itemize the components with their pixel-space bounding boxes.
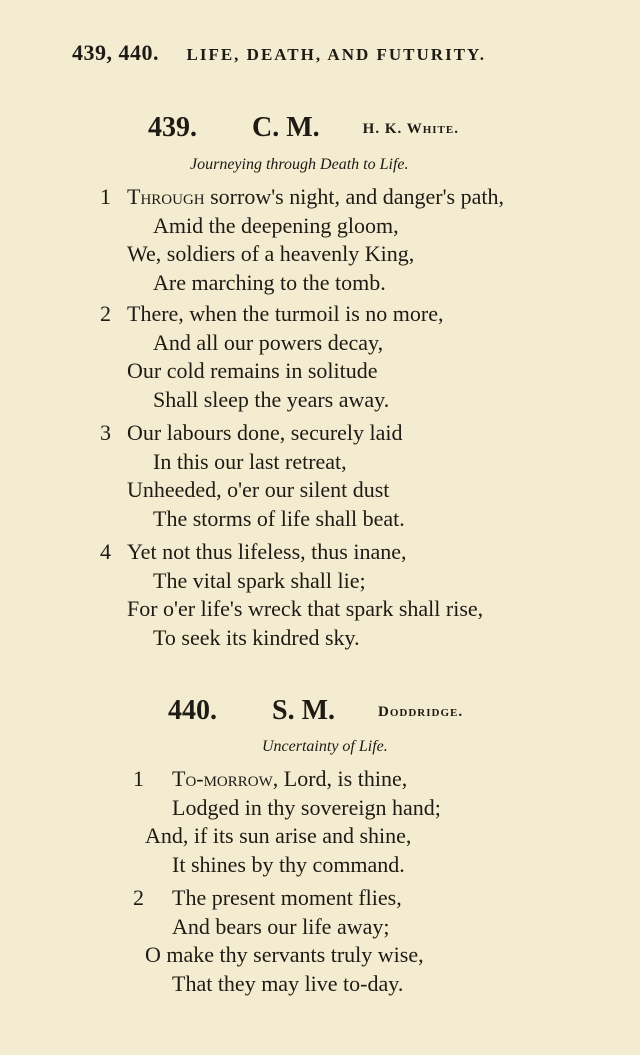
hymn-author: Doddridge. <box>378 704 464 720</box>
page-numbers: 439, 440. <box>72 40 159 65</box>
hymn-subtitle-439: Journeying through Death to Life. <box>190 156 409 173</box>
verse-line: There, when the turmoil is no more, <box>127 301 444 326</box>
verse-line: In this our last retreat, <box>153 448 347 474</box>
stanza-440-1 <box>0 765 640 879</box>
verse-line: O make thy servants truly wise, <box>145 942 424 967</box>
verse-line: Through sorrow's night, and danger's path, <box>127 184 504 209</box>
stanza-439-4 <box>0 538 640 652</box>
hymn-meter: C. M. <box>252 112 320 143</box>
hymn-number: 439. <box>148 112 197 143</box>
verse-line: To-morrow, Lord, is thine, <box>172 766 408 791</box>
verse-line: The present moment flies, <box>172 885 402 910</box>
verse-line: And bears our life away; <box>172 913 390 939</box>
hymn-heading-440 <box>168 695 463 727</box>
verse-line: Our cold remains in solitude <box>127 358 378 383</box>
verse-line: Lodged in thy sovereign hand; <box>172 794 441 820</box>
verse-line: The vital spark shall lie; <box>153 567 366 593</box>
verse-line: For o'er life's wreck that spark shall rise, <box>127 596 484 621</box>
hymn-meter: S. M. <box>272 695 335 726</box>
verse-line: Shall sleep the years away. <box>153 386 390 412</box>
stanza-440-2 <box>0 884 640 998</box>
stanza-number: 1 <box>133 766 144 791</box>
running-head <box>72 40 512 66</box>
verse-line: Amid the deepening gloom, <box>153 212 399 238</box>
verse-line: Are marching to the tomb. <box>153 269 386 295</box>
hymn-subtitle-440: Uncertainty of Life. <box>262 738 388 755</box>
stanza-number: 2 <box>100 301 111 326</box>
hymn-number: 440. <box>168 695 217 726</box>
stanza-number: 3 <box>100 420 111 445</box>
stanza-number: 4 <box>100 539 111 564</box>
stanza-439-1 <box>0 183 640 297</box>
verse-line: Unheeded, o'er our silent dust <box>127 477 390 502</box>
verse-line: And all our powers decay, <box>153 329 384 355</box>
stanza-439-3 <box>0 419 640 533</box>
verse-line: We, soldiers of a heavenly King, <box>127 241 415 266</box>
verse-line: That they may live to-day. <box>172 970 404 996</box>
verse-line: The storms of life shall beat. <box>153 505 405 531</box>
verse-line: Yet not thus lifeless, thus inane, <box>127 539 407 564</box>
hymn-heading-439 <box>148 112 459 144</box>
verse-line: To seek its kindred sky. <box>153 624 360 650</box>
verse-line: It shines by thy command. <box>172 851 405 877</box>
stanza-number: 2 <box>133 885 144 910</box>
running-title: LIFE, DEATH, AND FUTURITY. <box>186 45 486 64</box>
hymn-author: H. K. White. <box>362 121 459 137</box>
stanza-number: 1 <box>100 184 111 209</box>
stanza-439-2 <box>0 300 640 414</box>
verse-line: Our labours done, securely laid <box>127 420 403 445</box>
verse-line: And, if its sun arise and shine, <box>145 823 412 848</box>
